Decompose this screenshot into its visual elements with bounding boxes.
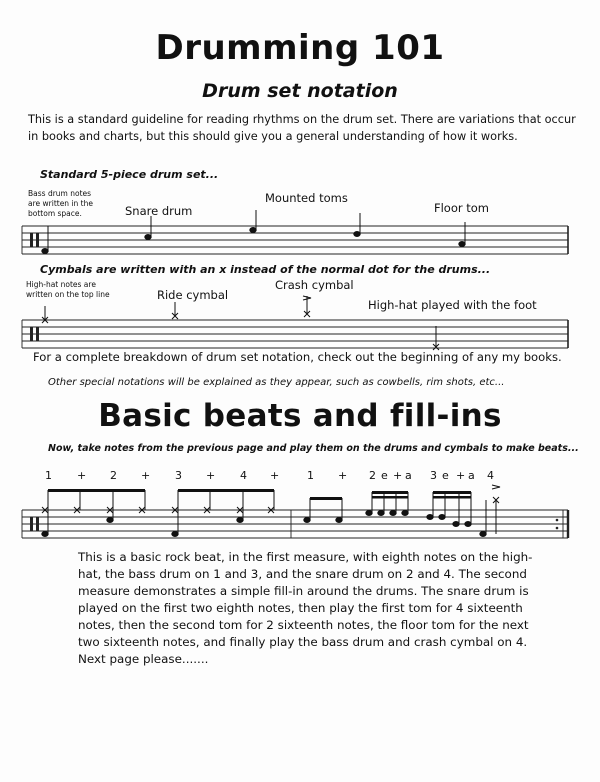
count-label: a <box>405 469 412 482</box>
explanation-paragraph: This is a basic rock beat, in the first measure, with eighth notes on the high-hat, the bass drum on 1 and 3, and the snare drum on 2 and 4. The second measure demonstrates a simple fill-in around the drums. The snare drum is played on the first two eighth notes, then play the first tom for 4 sixteenth notes, then the second tom for 2 sixteenth notes, the floor tom for the next two sixteenth notes, and finally play the bass drum and crash cymbal on 4. Next page please....... <box>78 550 533 666</box>
floor-tom-label: Floor tom <box>434 201 490 215</box>
special-notations-text: Other special notations will be explained as they appear, such as cowbells, rim shots, etc... <box>48 377 505 388</box>
count-label: + <box>77 469 87 482</box>
mounted-toms-label: Mounted toms <box>265 191 348 205</box>
beats-title: Basic beats and fill-ins <box>98 398 502 434</box>
bass-drum-note-line: are written in the <box>28 199 93 208</box>
drums-heading: Standard 5-piece drum set... <box>40 168 219 181</box>
bass-drum-note-line: bottom space. <box>28 209 82 218</box>
count-label: + <box>393 469 403 482</box>
snare-drum-label: Snare drum <box>125 204 193 218</box>
count-label: 3 <box>175 469 182 482</box>
hihat-note-line: written on the top line <box>26 290 110 299</box>
count-label: e <box>381 469 388 482</box>
count-label: + <box>338 469 348 482</box>
drum-staff <box>22 226 568 254</box>
tom2-note-head <box>354 232 360 237</box>
page-title: Drumming 101 <box>155 28 445 68</box>
count-label: 1 <box>45 469 52 482</box>
crash-cymbal-label: Crash cymbal <box>275 278 354 292</box>
count-label: 2 <box>110 469 117 482</box>
count-label: + <box>270 469 280 482</box>
beat-notes-measure-2 <box>304 485 500 537</box>
snare-note <box>107 518 113 523</box>
beats-intro: Now, take notes from the previous page and play them on the drums and cymbals to make beats... <box>48 443 579 454</box>
count-label: e <box>442 469 449 482</box>
count-label: 2 <box>369 469 376 482</box>
cymbal-staff <box>22 320 568 348</box>
hihat-foot-label: High-hat played with the foot <box>368 298 537 312</box>
bass-note <box>42 532 48 537</box>
count-label: 1 <box>307 469 314 482</box>
tom1-note-head <box>250 228 256 233</box>
intro-text: This is a standard guideline for reading rhythms on the drum set. There are variations that occur in books and charts, but this should give you a general understanding of how it works. <box>28 113 576 143</box>
floor-tom-note-head <box>459 242 465 247</box>
bass-drum-note-head <box>42 249 48 254</box>
count-label: + <box>206 469 216 482</box>
count-label: a <box>468 469 475 482</box>
hihat-note-line: High-hat notes are <box>26 280 96 289</box>
snare-note <box>237 518 243 523</box>
ride-cymbal-label: Ride cymbal <box>157 288 229 302</box>
cymbals-heading: Cymbals are written with an x instead of the normal dot for the drums... <box>40 263 491 276</box>
snare-drum-note-head <box>145 235 151 240</box>
bass-drum-note-line: Bass drum notes <box>28 189 92 198</box>
count-label: + <box>456 469 466 482</box>
breakdown-text: For a complete breakdown of drum set notation, check out the beginning of any my books. <box>33 350 562 364</box>
page-subtitle: Drum set notation <box>202 80 398 102</box>
count-label: 4 <box>240 469 247 482</box>
count-label: 4 <box>487 469 494 482</box>
bass-note <box>172 532 178 537</box>
hihat-note <box>26 280 126 300</box>
count-label: + <box>141 469 151 482</box>
beat-notes-measure-1 <box>42 489 274 537</box>
count-label: 3 <box>430 469 437 482</box>
